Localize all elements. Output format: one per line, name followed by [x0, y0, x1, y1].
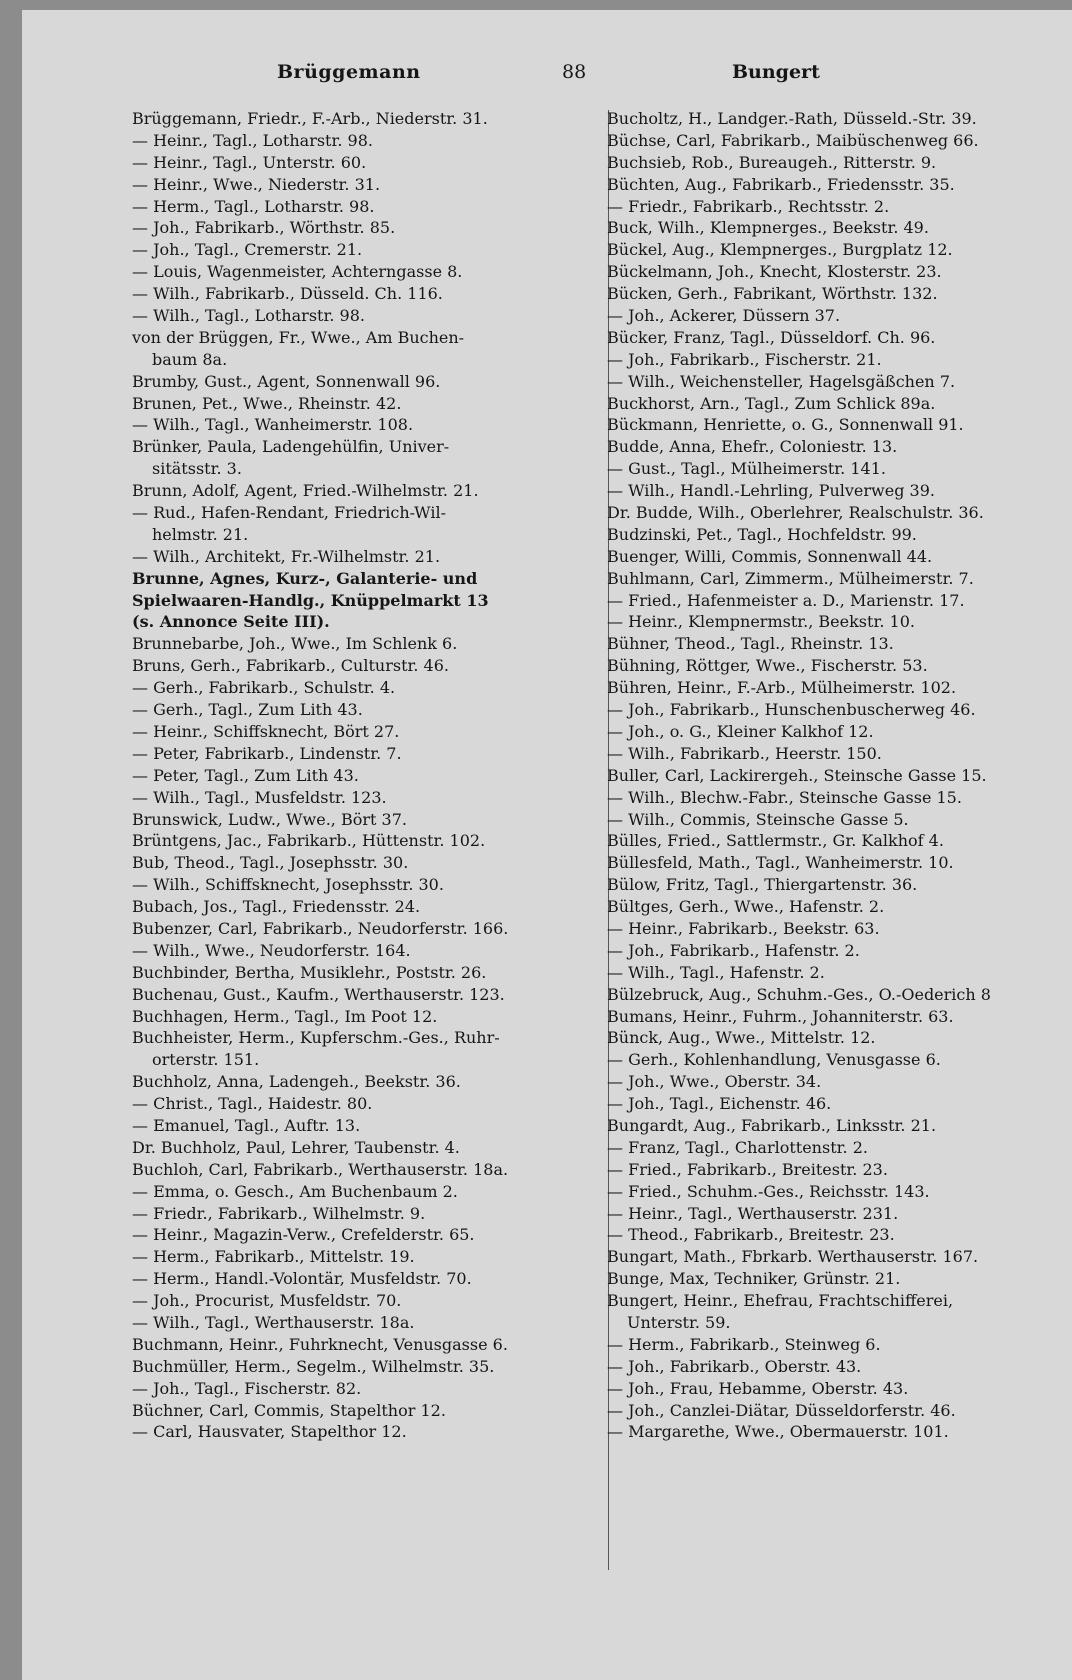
directory-entry: — Joh., Canzlei-Diätar, Düsseldorferstr. 46.: [607, 1400, 956, 1420]
directory-entry: Buchmann, Heinr., Fuhrknecht, Venusgasse 6.: [132, 1334, 508, 1354]
right-column: [607, 108, 1059, 1443]
directory-entry: — Joh., Procurist, Musfeldstr. 70.: [132, 1291, 402, 1311]
directory-entry: — Heinr., Wwe., Niederstr. 31.: [132, 174, 381, 194]
directory-entry: Budzinski, Pet., Tagl., Hochfeldstr. 99.: [607, 524, 917, 544]
directory-entry: Buchheister, Herm., Kupferschm.-Ges., Ruhr-: [132, 1028, 500, 1048]
directory-entry: — Wilh., Weichensteller, Hagelsgäßchen 7.: [607, 371, 956, 391]
directory-entry: — Louis, Wagenmeister, Achterngasse 8.: [132, 262, 463, 282]
directory-entry: — Emanuel, Tagl., Auftr. 13.: [132, 1115, 361, 1135]
directory-entry: — Friedr., Fabrikarb., Wilhelmstr. 9.: [132, 1203, 426, 1223]
directory-entry: — Wilh., Tagl., Hafenstr. 2.: [607, 962, 825, 982]
directory-entry: Unterstr. 59.: [627, 1312, 731, 1332]
directory-entry: Bülles, Fried., Sattlermstr., Gr. Kalkhof 4.: [607, 831, 944, 851]
directory-entry: Büllesfeld, Math., Tagl., Wanheimerstr. 10.: [607, 853, 954, 873]
directory-entry: — Joh., Frau, Hebamme, Oberstr. 43.: [607, 1378, 909, 1398]
directory-entry: Bücken, Gerh., Fabrikant, Wörthstr. 132.: [607, 284, 938, 304]
directory-entry: Bücker, Franz, Tagl., Düsseldorf. Ch. 96.: [607, 327, 936, 347]
header-left-catchword: Brüggemann: [277, 61, 421, 83]
directory-entry: — Margarethe, Wwe., Obermauerstr. 101.: [607, 1422, 949, 1442]
directory-entry: helmstr. 21.: [152, 524, 249, 544]
directory-entry: Spielwaaren-Handlg., Knüppelmarkt 13: [132, 590, 489, 610]
directory-entry: — Joh., Fabrikarb., Wörthstr. 85.: [132, 218, 396, 238]
directory-entry: — Gerh., Tagl., Zum Lith 43.: [132, 700, 363, 720]
directory-entry: Buchmüller, Herm., Segelm., Wilhelmstr. 35.: [132, 1356, 495, 1376]
directory-entry: Buck, Wilh., Klempnerges., Beekstr. 49.: [607, 218, 929, 238]
directory-entry: Bünck, Aug., Wwe., Mittelstr. 12.: [607, 1028, 876, 1048]
directory-entry: Bückel, Aug., Klempnerges., Burgplatz 12.: [607, 240, 953, 260]
directory-entry: — Wilh., Tagl., Musfeldstr. 123.: [132, 787, 387, 807]
directory-entry: Buchloh, Carl, Fabrikarb., Werthauserstr. 18a.: [132, 1159, 509, 1179]
directory-entry: Dr. Buchholz, Paul, Lehrer, Taubenstr. 4.: [132, 1137, 460, 1157]
directory-entry: — Heinr., Tagl., Werthauserstr. 231.: [607, 1203, 899, 1223]
directory-entry: Bungardt, Aug., Fabrikarb., Linksstr. 21.: [607, 1115, 937, 1135]
directory-entry: Buhlmann, Carl, Zimmerm., Mülheimerstr. 7.: [607, 568, 974, 588]
directory-entry: — Wilh., Fabrikarb., Düsseld. Ch. 116.: [132, 284, 443, 304]
directory-entry: Budde, Anna, Ehefr., Coloniestr. 13.: [607, 437, 898, 457]
directory-entry: von der Brüggen, Fr., Wwe., Am Buchen-: [132, 327, 465, 347]
directory-entry: orterstr. 151.: [152, 1050, 260, 1070]
directory-entry: Bucholtz, H., Landger.-Rath, Düsseld.-Str. 39.: [607, 109, 977, 128]
directory-entry: Bühner, Theod., Tagl., Rheinstr. 13.: [607, 634, 894, 654]
directory-entry: — Wilh., Tagl., Werthauserstr. 18a.: [132, 1312, 415, 1332]
directory-entry: — Gust., Tagl., Mülheimerstr. 141.: [607, 459, 886, 479]
directory-entry: Bühning, Röttger, Wwe., Fischerstr. 53.: [607, 656, 928, 676]
page-number: 88: [562, 61, 587, 83]
directory-entry: Buchbinder, Bertha, Musiklehr., Poststr. 26.: [132, 962, 487, 982]
directory-entry: baum 8a.: [152, 349, 228, 369]
directory-entry: Bülow, Fritz, Tagl., Thiergartenstr. 36.: [607, 875, 918, 895]
directory-entry: — Heinr., Tagl., Lotharstr. 98.: [132, 130, 373, 150]
directory-entry: Büchten, Aug., Fabrikarb., Friedensstr. 35.: [607, 174, 955, 194]
directory-entry: Brüggemann, Friedr., F.-Arb., Niederstr. 31.: [132, 109, 488, 128]
directory-entry: — Joh., Fabrikarb., Oberstr. 43.: [607, 1356, 862, 1376]
directory-entry: Buchholz, Anna, Ladengeh., Beekstr. 36.: [132, 1072, 461, 1092]
directory-entry: Buckhorst, Arn., Tagl., Zum Schlick 89a.: [607, 393, 936, 413]
directory-entry: — Wilh., Wwe., Neudorferstr. 164.: [132, 940, 411, 960]
directory-entry: Bub, Theod., Tagl., Josephsstr. 30.: [132, 853, 409, 873]
directory-entry: — Fried., Fabrikarb., Breitestr. 23.: [607, 1159, 888, 1179]
directory-entry: — Joh., Tagl., Fischerstr. 82.: [132, 1378, 362, 1398]
directory-entry: — Theod., Fabrikarb., Breitestr. 23.: [607, 1225, 895, 1245]
directory-entry: — Franz, Tagl., Charlottenstr. 2.: [607, 1137, 868, 1157]
directory-entry: Bungart, Math., Fbrkarb. Werthauserstr. 167.: [607, 1247, 979, 1267]
directory-entry: Dr. Budde, Wilh., Oberlehrer, Realschulstr. 36.: [607, 503, 984, 523]
header-right-catchword: Bungert: [732, 61, 820, 83]
directory-entry: Bubach, Jos., Tagl., Friedensstr. 24.: [132, 897, 421, 917]
directory-entry: — Friedr., Fabrikarb., Rechtsstr. 2.: [607, 196, 890, 216]
directory-entry: Brunne, Agnes, Kurz-, Galanterie- und: [132, 568, 478, 588]
directory-page: [22, 10, 1072, 1680]
directory-entry: Brüntgens, Jac., Fabrikarb., Hüttenstr. 102.: [132, 831, 486, 851]
directory-entry: — Joh., Fabrikarb., Hunschenbuscherweg 46.: [607, 700, 976, 720]
directory-entry: Bültges, Gerh., Wwe., Hafenstr. 2.: [607, 897, 885, 917]
directory-entry: — Joh., Fabrikarb., Fischerstr. 21.: [607, 349, 882, 369]
directory-entry: Bülzebruck, Aug., Schuhm.-Ges., O.-Oederich 8: [607, 984, 991, 1004]
directory-entry: — Wilh., Architekt, Fr.-Wilhelmstr. 21.: [132, 546, 441, 566]
directory-entry: — Wilh., Blechw.-Fabr., Steinsche Gasse 15.: [607, 787, 962, 807]
directory-entry: Buenger, Willi, Commis, Sonnenwall 44.: [607, 546, 933, 566]
directory-entry: — Wilh., Tagl., Lotharstr. 98.: [132, 306, 365, 326]
directory-entry: — Christ., Tagl., Haidestr. 80.: [132, 1094, 373, 1114]
directory-entry: Bühren, Heinr., F.-Arb., Mülheimerstr. 102.: [607, 678, 957, 698]
directory-entry: Bückelmann, Joh., Knecht, Klosterstr. 23.: [607, 262, 942, 282]
directory-entry: Bubenzer, Carl, Fabrikarb., Neudorferstr. 166.: [132, 918, 509, 938]
directory-entry: Bungert, Heinr., Ehefrau, Frachtschifferei,: [607, 1291, 954, 1311]
directory-entry: — Gerh., Fabrikarb., Schulstr. 4.: [132, 678, 396, 698]
directory-entry: sitätsstr. 3.: [152, 459, 242, 479]
directory-entry: — Herm., Handl.-Volontär, Musfeldstr. 70.: [132, 1269, 472, 1289]
directory-entry: — Joh., o. G., Kleiner Kalkhof 12.: [607, 721, 874, 741]
directory-entry: — Wilh., Handl.-Lehrling, Pulverweg 39.: [607, 481, 935, 501]
directory-entry: Brünker, Paula, Ladengehülfin, Univer-: [132, 437, 450, 457]
directory-entry: — Carl, Hausvater, Stapelthor 12.: [132, 1422, 407, 1442]
directory-entry: — Heinr., Tagl., Unterstr. 60.: [132, 152, 367, 172]
directory-entry: — Wilh., Fabrikarb., Heerstr. 150.: [607, 743, 882, 763]
directory-entry: — Peter, Fabrikarb., Lindenstr. 7.: [132, 743, 402, 763]
directory-entry: Buchhagen, Herm., Tagl., Im Poot 12.: [132, 1006, 438, 1026]
directory-entry: — Joh., Tagl., Cremerstr. 21.: [132, 240, 363, 260]
directory-entry: — Wilh., Tagl., Wanheimerstr. 108.: [132, 415, 414, 435]
directory-entry: — Joh., Wwe., Oberstr. 34.: [607, 1072, 822, 1092]
directory-entry: Buller, Carl, Lackirergeh., Steinsche Gasse 15.: [607, 765, 987, 785]
directory-entry: (s. Annonce Seite III).: [132, 612, 330, 632]
directory-entry: — Wilh., Schiffsknecht, Josephsstr. 30.: [132, 875, 444, 895]
directory-entry: Büchse, Carl, Fabrikarb., Maibüschenweg 66.: [607, 130, 979, 150]
directory-entry: — Rud., Hafen-Rendant, Friedrich-Wil-: [132, 503, 446, 523]
directory-entry: Bruns, Gerh., Fabrikarb., Culturstr. 46.: [132, 656, 449, 676]
directory-entry: — Peter, Tagl., Zum Lith 43.: [132, 765, 359, 785]
directory-entry: Büchner, Carl, Commis, Stapelthor 12.: [132, 1400, 446, 1420]
directory-entry: — Heinr., Klempnermstr., Beekstr. 10.: [607, 612, 915, 632]
directory-entry: Buchenau, Gust., Kaufm., Werthauserstr. 123.: [132, 984, 505, 1004]
directory-entry: Bumans, Heinr., Fuhrm., Johanniterstr. 63.: [607, 1006, 954, 1026]
directory-entry: — Joh., Tagl., Eichenstr. 46.: [607, 1094, 832, 1114]
directory-entry: — Joh., Ackerer, Düssern 37.: [607, 306, 841, 326]
directory-entry: Brunswick, Ludw., Wwe., Bört 37.: [132, 809, 407, 829]
directory-entry: — Heinr., Fabrikarb., Beekstr. 63.: [607, 918, 880, 938]
directory-entry: — Fried., Schuhm.-Ges., Reichsstr. 143.: [607, 1181, 930, 1201]
directory-entry: — Heinr., Magazin-Verw., Crefelderstr. 65.: [132, 1225, 475, 1245]
directory-entry: Brunen, Pet., Wwe., Rheinstr. 42.: [132, 393, 402, 413]
directory-entry: — Emma, o. Gesch., Am Buchenbaum 2.: [132, 1181, 458, 1201]
left-column: [132, 108, 587, 1443]
directory-entry: Bückmann, Henriette, o. G., Sonnenwall 91.: [607, 415, 964, 435]
directory-entry: Brunnebarbe, Joh., Wwe., Im Schlenk 6.: [132, 634, 458, 654]
directory-entry: — Herm., Fabrikarb., Mittelstr. 19.: [132, 1247, 415, 1267]
directory-entry: — Joh., Fabrikarb., Hafenstr. 2.: [607, 940, 860, 960]
directory-entry: — Fried., Hafenmeister a. D., Marienstr. 17.: [607, 590, 965, 610]
directory-entry: Buchsieb, Rob., Bureaugeh., Ritterstr. 9.: [607, 152, 937, 172]
page-header: [22, 55, 1022, 95]
directory-entry: — Herm., Fabrikarb., Steinweg 6.: [607, 1334, 881, 1354]
directory-entry: Brunn, Adolf, Agent, Fried.-Wilhelmstr. 21.: [132, 481, 479, 501]
directory-entry: Bunge, Max, Techniker, Grünstr. 21.: [607, 1269, 901, 1289]
directory-entry: Brumby, Gust., Agent, Sonnenwall 96.: [132, 371, 441, 391]
directory-entry: — Wilh., Commis, Steinsche Gasse 5.: [607, 809, 909, 829]
directory-entry: — Heinr., Schiffsknecht, Bört 27.: [132, 721, 400, 741]
directory-entry: — Herm., Tagl., Lotharstr. 98.: [132, 196, 375, 216]
directory-entry: — Gerh., Kohlenhandlung, Venusgasse 6.: [607, 1050, 941, 1070]
